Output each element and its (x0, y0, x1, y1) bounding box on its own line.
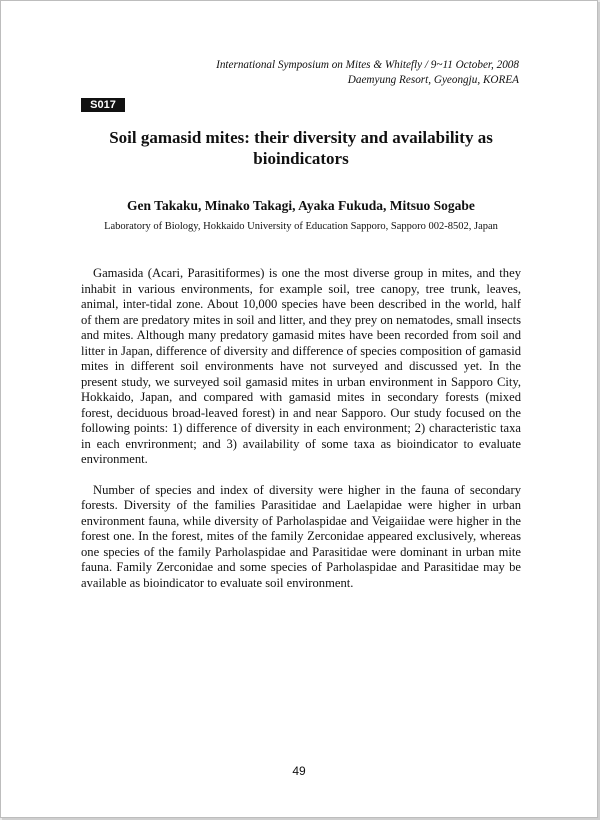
conference-line-2: Daemyung Resort, Gyeongju, KOREA (347, 74, 519, 86)
author-list: Gen Takaku, Minako Takagi, Ayaka Fukuda, Mitsuo Sogabe (127, 198, 475, 213)
paper-title: Soil gamasid mites: their diversity and availability as bioindicators (109, 128, 493, 168)
abstract-paragraph: Number of species and index of diversity were higher in the fauna of secondary forests. Diversity of the families Parasitidae and Laelapidae were higher in urban environment fauna, while diversity of Parholaspidae and Veigaiidae were higher in the forest one. In the forest, mites of the family Zerconidae appeared exclusively, whereas one species of the family Parholaspidae and Parasitidae were dominant in urban mite fauna. Family Zerconidae and some species of Parholaspidae and Parasitidae may be available as bioindicator to evaluate soil environment. (81, 482, 521, 590)
abstract-paragraph: Gamasida (Acari, Parasitiformes) is one the most diverse group in mites, and they inhabit in various environments, for example soil, tree canopy, tree trunk, leaves, animal, inter-tidal zone. About 10,000 species have been described in the world, half of them are predatory mites in soil and litter, and they prey on nematodes, small insects and mites. Although many predatory gamasid mites have been recorded from soil and litter in Japan, difference of diversity and difference of species composition of gamasid mites in different soil environments have not surveyed and discussed yet. In the present study, we surveyed soil gamasid mites in urban environment in Sapporo City, Hokkaido, Japan, and compared with gamasid mites in secondary forests (mixed forest, deciduous broad-leaved forest) in and near Sapporo. Our study focused on the following points: 1) difference of diversity in each environment; 2) characteristic taxa in each envrironment; and 3) availability of some taxa as bioindicator to evaluate environment. (81, 266, 521, 466)
conference-header (216, 58, 519, 88)
affiliation: Laboratory of Biology, Hokkaido University of Education Sapporo, Sapporo 002-8502, Japan (104, 221, 498, 232)
page-number: 49 (292, 764, 306, 778)
abstract-body (81, 266, 521, 591)
conference-line-1: International Symposium on Mites & Whitefly / 9~11 October, 2008 (216, 59, 519, 71)
abstract-code-badge: S017 (81, 98, 125, 112)
